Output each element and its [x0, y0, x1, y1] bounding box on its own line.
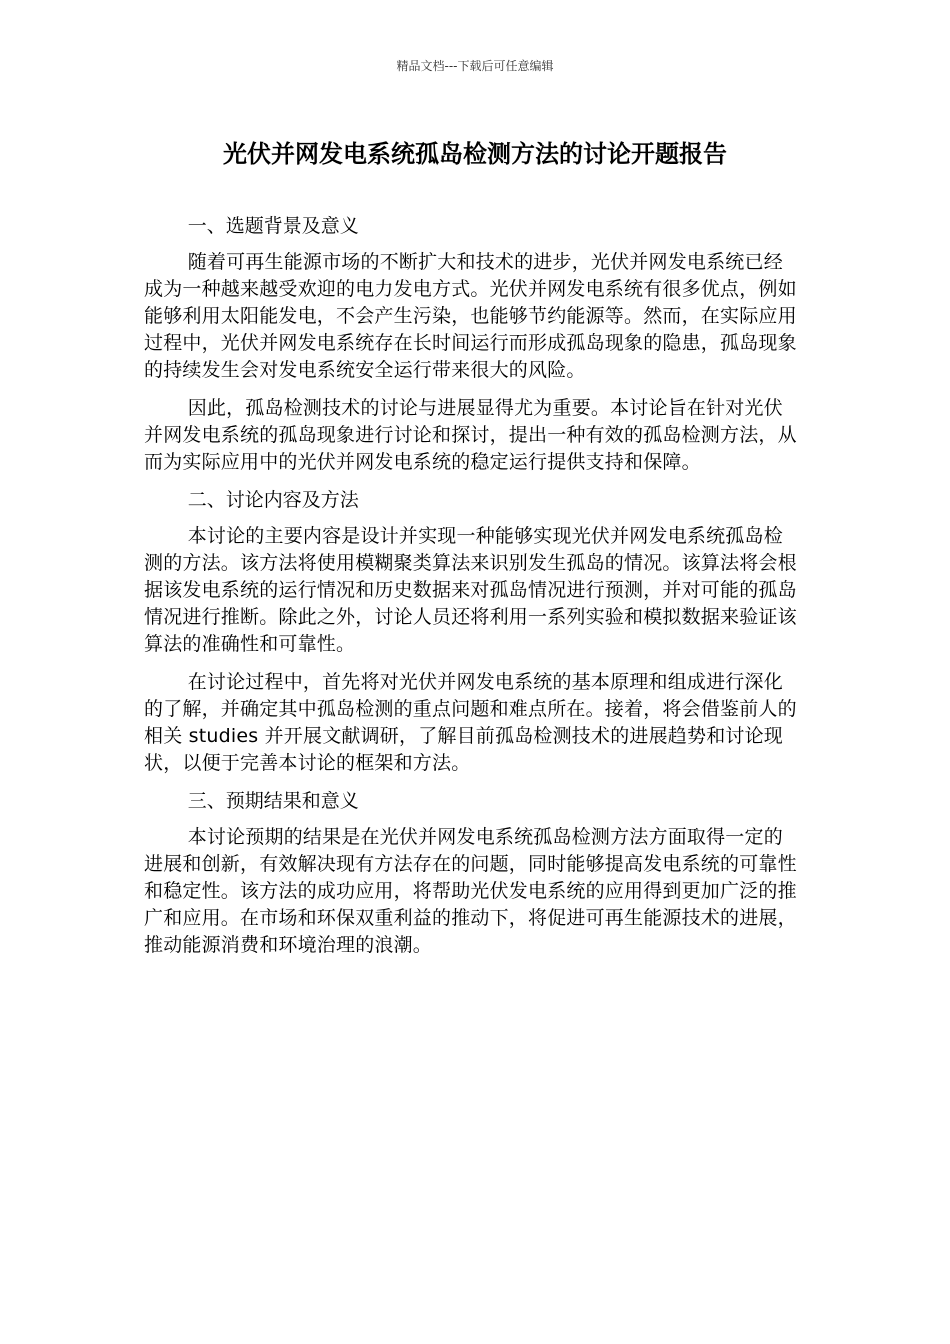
- document-body: [144, 213, 797, 970]
- paragraph: 随着可再生能源市场的不断扩大和技术的进步，光伏并网发电系统已经成为一种越来越受欢迎的电力发电方式。光伏并网发电系统有很多优点，例如能够利用太阳能发电，不会产生污染，也能够节约能源等。然而，在实际应用过程中，光伏并网发电系统存在长时间运行而形成孤岛现象的隐患，孤岛现象的持续发生会对发电系统安全运行带来很大的风险。: [144, 251, 797, 381]
- section-heading-content-methods: 二、讨论内容及方法: [187, 489, 359, 511]
- section-heading-expected-results: 三、预期结果和意义: [187, 790, 359, 812]
- document-title: 光伏并网发电系统孤岛检测方法的讨论开题报告: [223, 140, 727, 168]
- paragraph: 在讨论过程中，首先将对光伏并网发电系统的基本原理和组成进行深化的了解，并确定其中孤岛检测的重点问题和难点所在。接着，将会借鉴前人的相关 studies 并开展文献调研，了解目前孤岛检测技术的进展趋势和讨论现状，以便于完善本讨论的框架和方法。: [144, 671, 797, 774]
- paragraph: 本讨论的主要内容是设计并实现一种能够实现光伏并网发电系统孤岛检测的方法。该方法将使用模糊聚类算法来识别发生孤岛的情况。该算法将会根据该发电系统的运行情况和历史数据来对孤岛情况进行预测，并对可能的孤岛情况进行推断。除此之外，讨论人员还将利用一系列实验和模拟数据来验证该算法的准确性和可靠性。: [144, 525, 797, 655]
- section-heading-background: 一、选题背景及意义: [187, 215, 359, 237]
- header-note: 精品文档---下载后可任意编辑: [396, 59, 554, 73]
- paragraph: 本讨论预期的结果是在光伏并网发电系统孤岛检测方法方面取得一定的进展和创新，有效解决现有方法存在的问题，同时能够提高发电系统的可靠性和稳定性。该方法的成功应用，将帮助光伏发电系统的应用得到更加广泛的推广和应用。在市场和环保双重利益的推动下，将促进可再生能源技术的进展，推动能源消费和环境治理的浪潮。: [144, 826, 797, 956]
- paragraph: 因此，孤岛检测技术的讨论与进展显得尤为重要。本讨论旨在针对光伏并网发电系统的孤岛现象进行讨论和探讨，提出一种有效的孤岛检测方法，从而为实际应用中的光伏并网发电系统的稳定运行提供支持和保障。: [144, 397, 797, 473]
